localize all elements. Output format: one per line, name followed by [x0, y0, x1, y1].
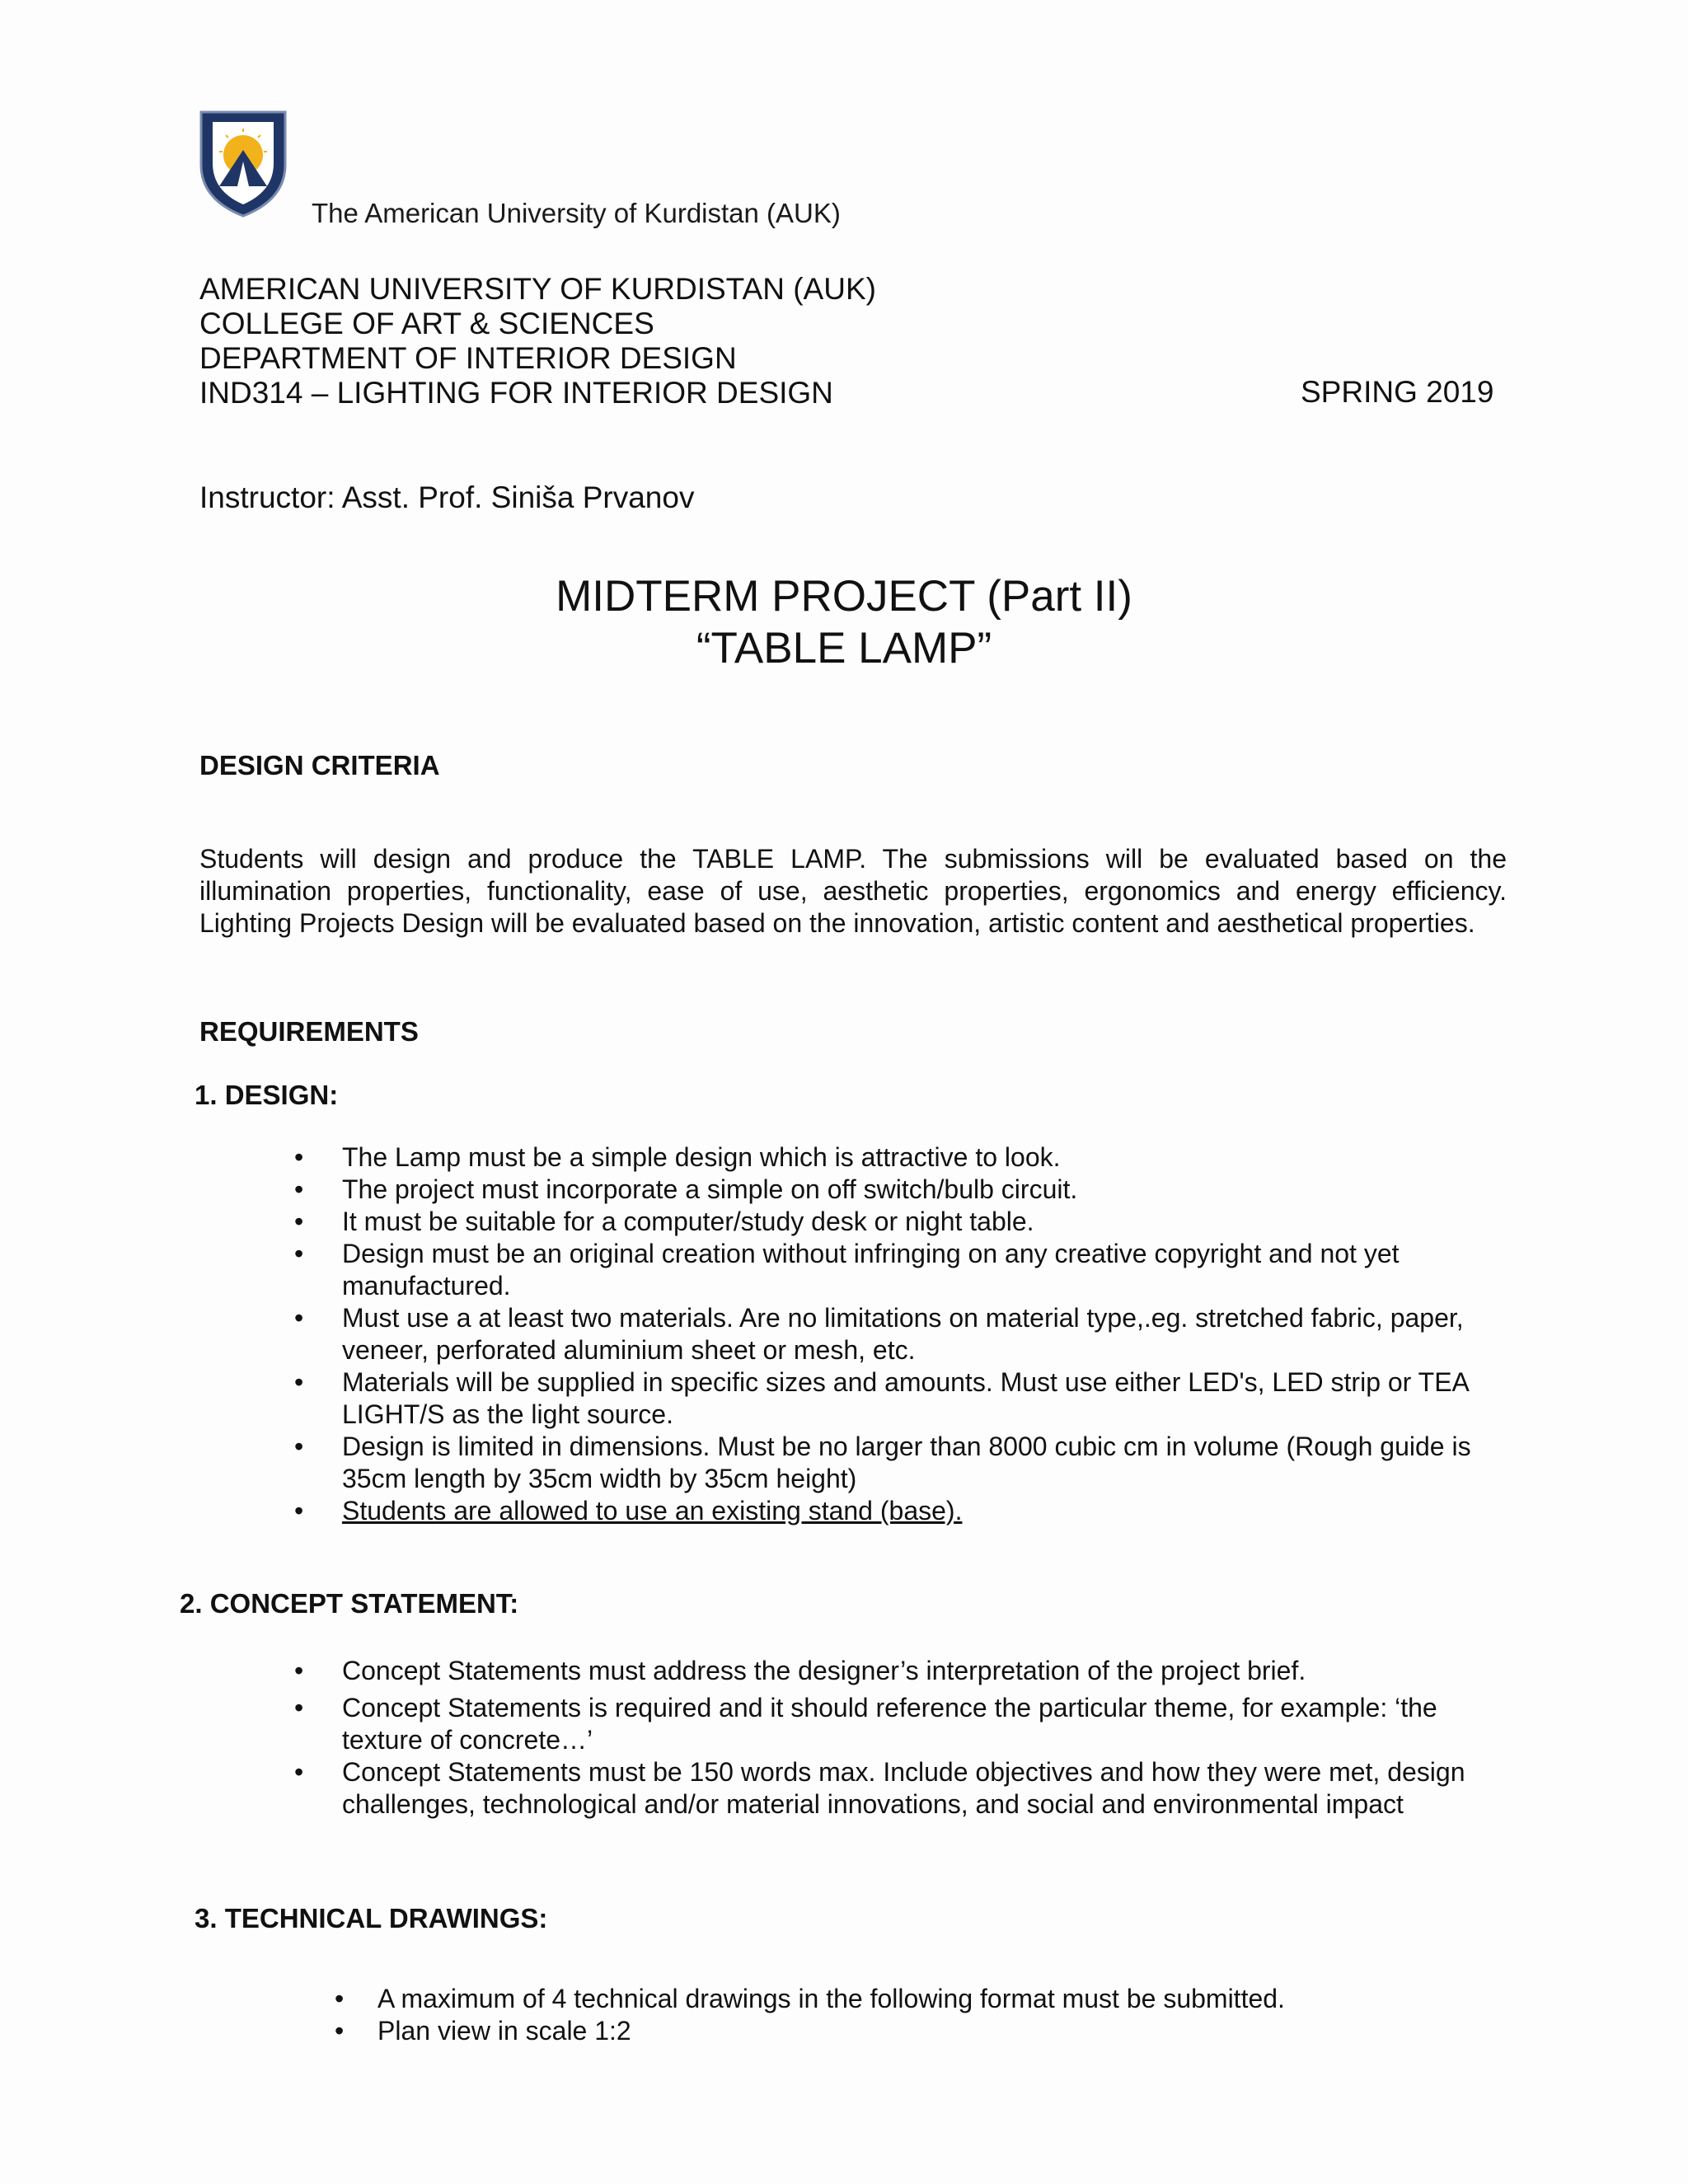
bullet: • [294, 1496, 304, 1526]
document-subtitle: “TABLE LAMP” [696, 624, 992, 673]
bullet: • [294, 1303, 304, 1333]
header-line-college: COLLEGE OF ART & SCIENCES [199, 307, 654, 340]
semester: SPRING 2019 [1301, 375, 1494, 409]
university-logo [195, 107, 292, 219]
list-item: • Materials will be supplied in specific sizes and amounts. Must use either LED's, LED strip or TEA LIGHT/S as the light source. [294, 1367, 1469, 1429]
bullet: • [294, 1432, 304, 1461]
bullet: • [294, 1656, 304, 1685]
design-criteria-paragraph: Students will design and produce the TABLE LAMP. The submissions will be evaluated based on the illumination properties, functionality, ease of use, aesthetic properties, ergonomics and energy efficiency. Lighting Projects Design will be evaluated based on the innovation, artistic content and aesthetical properties. [199, 844, 1507, 938]
concept-requirements-list [294, 1655, 1479, 1821]
instructor: Instructor: Asst. Prof. Siniša Prvanov [199, 480, 695, 514]
list-item: • The Lamp must be a simple design which is attractive to look. [294, 1142, 1061, 1172]
bullet: • [294, 1757, 304, 1787]
list-item: • Concept Statements must be 150 words max. Include objectives and how they were met, design challenges, technological and/or material innovations, and social and environmental impact [294, 1757, 1465, 1819]
list-item: • The project must incorporate a simple on off switch/bulb circuit. [294, 1174, 1078, 1204]
list-item: • Concept Statements is required and it should reference the particular theme, for example: ‘the texture of concrete…’ [294, 1693, 1437, 1755]
list-item: • A maximum of 4 technical drawings in the following format must be submitted. [335, 1984, 1285, 2013]
header-line-department: DEPARTMENT OF INTERIOR DESIGN [199, 341, 737, 375]
header-line-university: AMERICAN UNIVERSITY OF KURDISTAN (AUK) [199, 272, 876, 306]
bullet: • [335, 1984, 345, 2013]
bullet: • [294, 1174, 304, 1204]
list-item: • Design must be an original creation without infringing on any creative copyright and not yet manufactured. [294, 1239, 1400, 1301]
bullet: • [294, 1239, 304, 1268]
university-caption: The American University of Kurdistan (AUK) [312, 198, 841, 228]
list-item: • Concept Statements must address the designer’s interpretation of the project brief. [294, 1656, 1306, 1685]
bullet: • [294, 1367, 304, 1397]
subsection-heading-technical-drawings: 3. TECHNICAL DRAWINGS: [195, 1903, 548, 1933]
bullet: • [335, 2016, 345, 2046]
subsection-heading-design: 1. DESIGN: [195, 1080, 339, 1110]
subsection-heading-concept-statement: 2. CONCEPT STATEMENT: [180, 1588, 519, 1619]
header-line-course: IND314 – LIGHTING FOR INTERIOR DESIGN [199, 376, 833, 410]
bullet: • [294, 1207, 304, 1236]
list-item: • Design is limited in dimensions. Must be no larger than 8000 cubic cm in volume (Rough guide is 35cm length by 35cm width by 35cm height) [294, 1432, 1471, 1493]
list-item: • It must be suitable for a computer/study desk or night table. [294, 1207, 1034, 1236]
technical-requirements-list [335, 1983, 1449, 2047]
section-heading-requirements: REQUIREMENTS [199, 1016, 419, 1047]
section-heading-design-criteria: DESIGN CRITERIA [199, 750, 440, 780]
list-item: • Plan view in scale 1:2 [335, 2016, 631, 2046]
bullet: • [294, 1693, 304, 1722]
bullet: • [294, 1142, 304, 1172]
list-item: • Must use a at least two materials. Are no limitations on material type,.eg. stretched fabric, paper, veneer, perforated aluminium sheet or mesh, etc. [294, 1303, 1464, 1365]
list-item: • Students are allowed to use an existing stand (base). [294, 1496, 963, 1526]
design-requirements-list [294, 1141, 1512, 1527]
document-title: MIDTERM PROJECT (Part II) [556, 572, 1132, 621]
